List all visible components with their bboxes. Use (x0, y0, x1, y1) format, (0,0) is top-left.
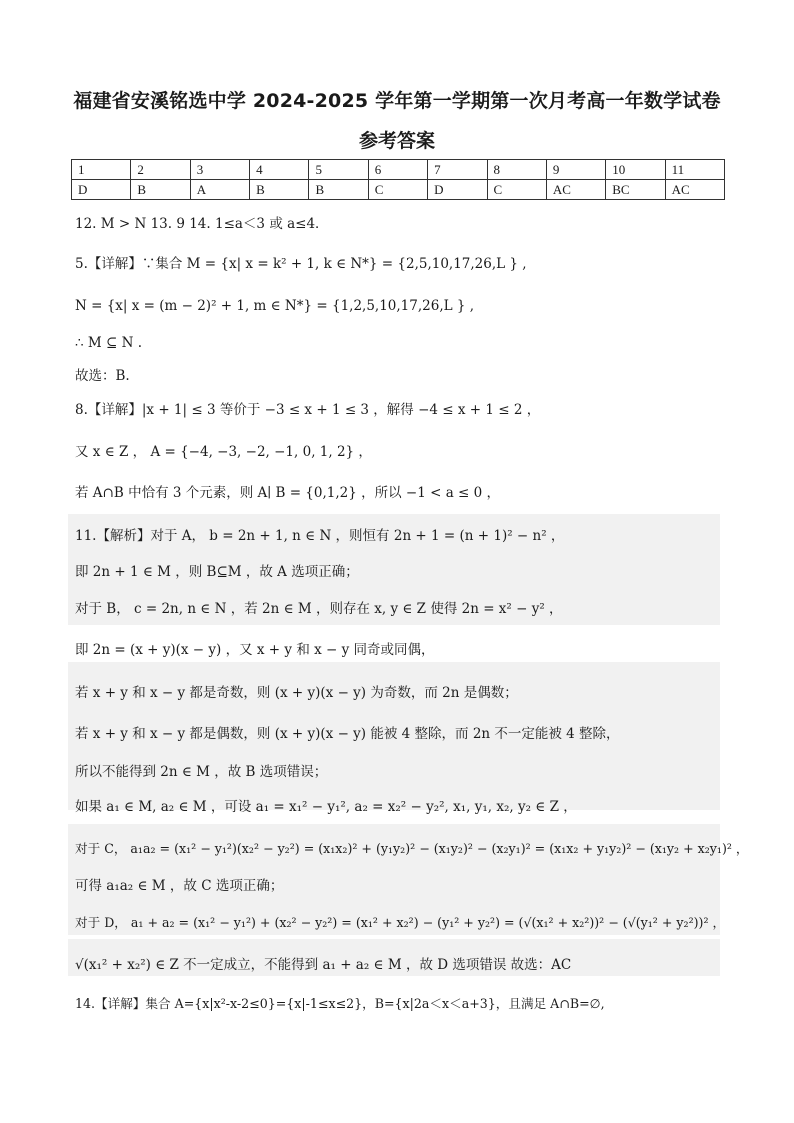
solution-line: 若 x + y 和 x − y 都是奇数，则 (x + y)(x − y) 为奇数，而 2n 是偶数； (75, 685, 518, 701)
solution-line: 又 x ∈ Z ， A = {−4, −3, −2, −1, 0, 1, 2} ， (75, 444, 372, 460)
solution-line: 所以不能得到 2n ∈ M ，故 B 选项错误； (75, 764, 328, 780)
answer-cell: B (309, 180, 368, 200)
solution-line: 即 2n = (x + y)(x − y) ，又 x + y 和 x − y 同奇或同偶， (75, 642, 435, 658)
answer-cell: B (131, 180, 190, 200)
answer-number-cell: 8 (487, 160, 546, 180)
solution-line: 对于 D， a₁ + a₂ = (x₁² − y₁²) + (x₂² − y₂²) = (x₁² + x₂²) − (y₁² + y₂²) = (√(x₁² + x₂²))² − (√(y₁² + y₂²))² ， (75, 915, 726, 930)
answer-cell: A (190, 180, 249, 200)
solution-line: 故选：B. (75, 368, 130, 384)
solution-line: 即 2n + 1 ∈ M ，则 B⊆M ，故 A 选项正确； (75, 564, 359, 580)
answer-table-answers-row (72, 180, 725, 200)
answer-cell: C (368, 180, 427, 200)
solution-line: ∴ M ⊆ N . (75, 335, 142, 351)
solution-line: 14.【详解】集合 A={x|x²-x-2≤0}={x|-1≤x≤2}，B={x|2a＜x＜a+3}，且满足 A∩B=∅, (75, 996, 605, 1011)
answer-cell: AC (546, 180, 605, 200)
answer-number-cell: 7 (428, 160, 487, 180)
answer-number-cell: 2 (131, 160, 190, 180)
answer-cell: D (72, 180, 131, 200)
answer-cell: AC (665, 180, 724, 200)
solution-line: 若 x + y 和 x − y 都是偶数，则 (x + y)(x − y) 能被 4 整除，而 2n 不一定能被 4 整除， (75, 726, 620, 742)
solution-line: √(x₁² + x₂²) ∈ Z 不一定成立，不能得到 a₁ + a₂ ∈ M ，故 D 选项错误 故选：AC (75, 957, 572, 973)
answer-table-numbers-row (72, 160, 725, 180)
answer-number-cell: 4 (250, 160, 309, 180)
solution-line: 5.【详解】∵集合 M = {x| x = k² + 1, k ∈ N*} = {2,5,10,17,26,L } , (75, 256, 527, 272)
solution-line: 11.【解析】对于 A， b = 2n + 1, n ∈ N ，则恒有 2n + 1 = (n + 1)² − n² ， (75, 528, 565, 544)
answer-cell: C (487, 180, 546, 200)
answer-number-cell: 11 (665, 160, 724, 180)
solution-line: 对于 C， a₁a₂ = (x₁² − y₁²)(x₂² − y₂²) = (x₁x₂)² + (y₁y₂)² − (x₁y₂)² − (x₂y₁)² = (x₁x₂ + y₁y₂)² − (x₁y₂ + x₂y₁)² ， (75, 841, 749, 856)
document-subtitle: 参考答案 (358, 130, 435, 152)
document-title: 福建省安溪铭选中学 2024-2025 学年第一学期第一次月考高一年数学试卷 (73, 90, 721, 112)
solution-line: 对于 B， c = 2n, n ∈ N ，若 2n ∈ M ，则存在 x, y ∈ Z 使得 2n = x² − y² ， (75, 601, 563, 617)
answer-cell: BC (606, 180, 665, 200)
answer-number-cell: 10 (606, 160, 665, 180)
solution-line: 8.【详解】|x + 1| ≤ 3 等价于 −3 ≤ x + 1 ≤ 3 ，解得 −4 ≤ x + 1 ≤ 2 ， (75, 402, 541, 418)
answer-cell: B (250, 180, 309, 200)
short-answers-line: 12. M > N 13. 9 14. 1≤a＜3 或 a≤4． (75, 216, 329, 232)
solution-line: 如果 a₁ ∈ M, a₂ ∈ M ，可设 a₁ = x₁² − y₁², a₂ = x₂² − y₂², x₁, y₁, x₂, y₂ ∈ Z ， (75, 799, 577, 815)
solution-line: 可得 a₁a₂ ∈ M ，故 C 选项正确； (75, 878, 284, 894)
answer-cell: D (428, 180, 487, 200)
solution-line: N = {x| x = (m − 2)² + 1, m ∈ N*} = {1,2,5,10,17,26,L } , (75, 298, 475, 314)
solution-line: 若 A∩B 中恰有 3 个元素，则 A∣ B = {0,1,2} ，所以 −1 < a ≤ 0 ， (75, 485, 501, 501)
answer-table (71, 159, 725, 200)
answer-number-cell: 6 (368, 160, 427, 180)
answer-number-cell: 1 (72, 160, 131, 180)
answer-number-cell: 5 (309, 160, 368, 180)
answer-number-cell: 3 (190, 160, 249, 180)
answer-number-cell: 9 (546, 160, 605, 180)
